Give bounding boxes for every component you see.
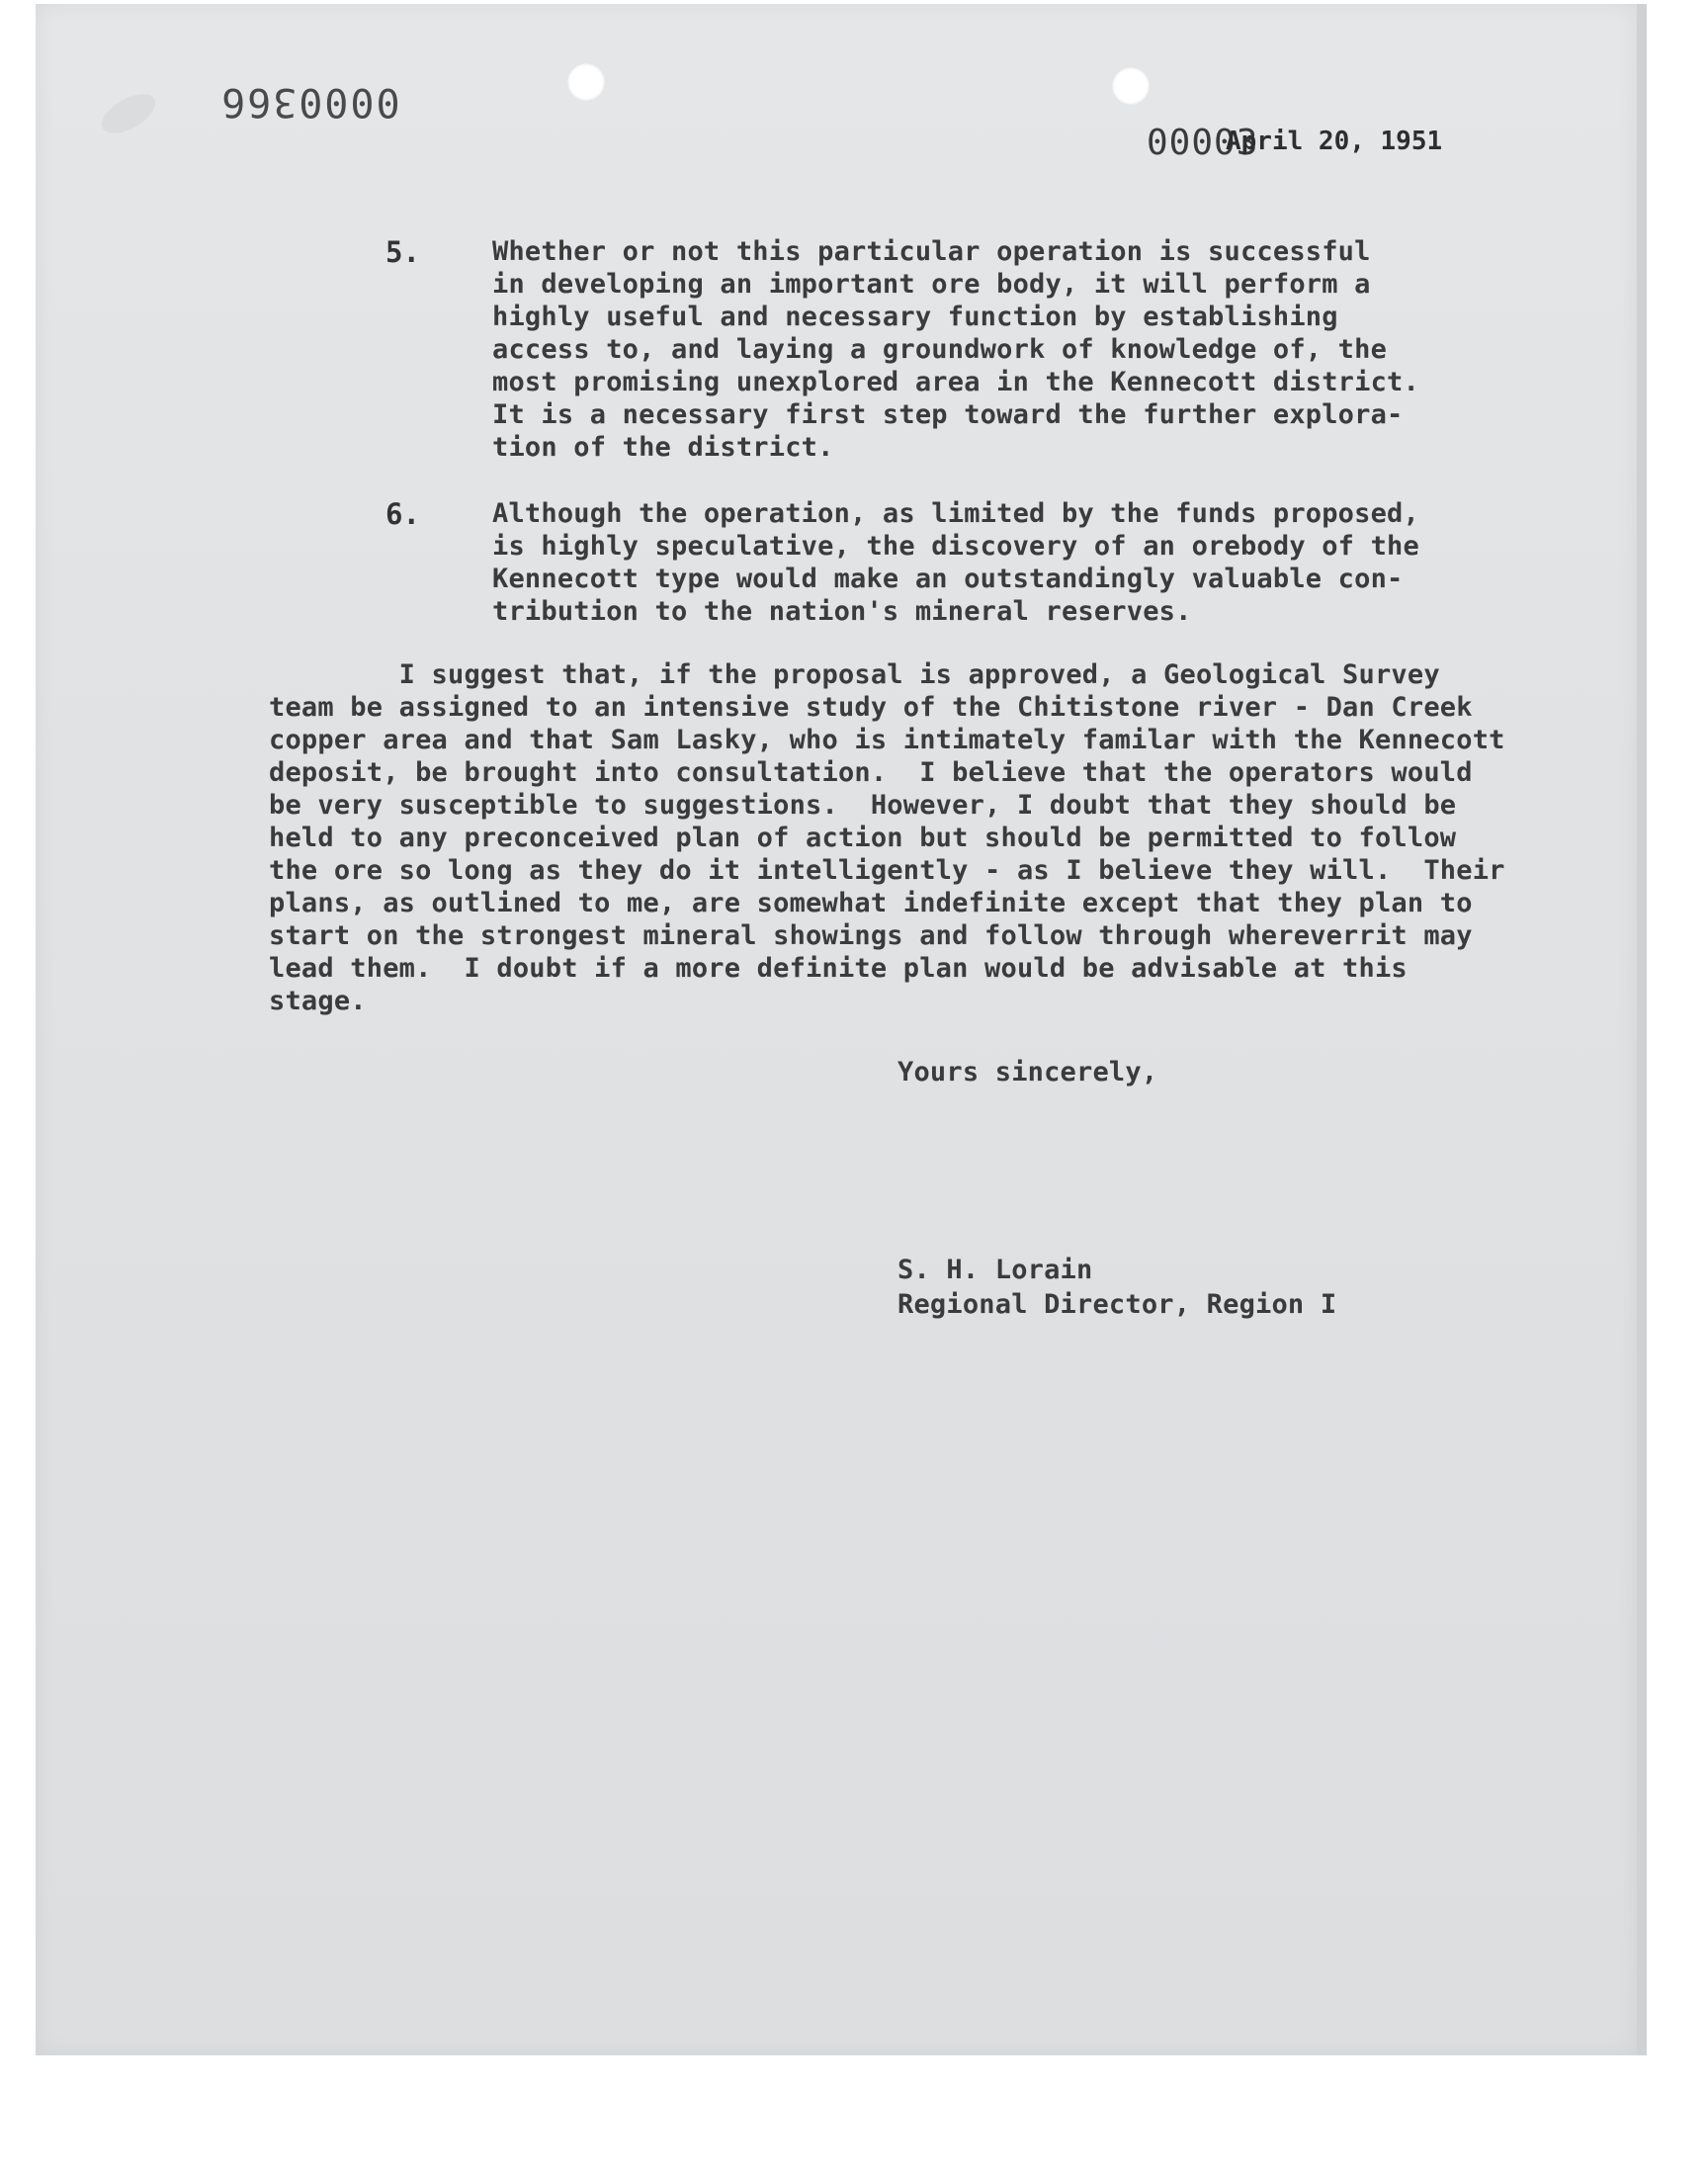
item-line: is highly speculative, the discovery of an orebody of the bbox=[492, 531, 1419, 562]
paragraph-line: I suggest that, if the proposal is approved, a Geological Survey bbox=[269, 659, 1440, 690]
paragraph-line: held to any preconceived plan of action but should be permitted to follow bbox=[269, 823, 1457, 853]
item-text bbox=[492, 235, 1419, 464]
item-line: tion of the district. bbox=[492, 432, 834, 463]
paragraph-line: stage. bbox=[269, 986, 367, 1016]
item-line: Kennecott type would make an outstandingly valuable con- bbox=[492, 564, 1404, 594]
paragraph-line: the ore so long as they do it intelligently - as I believe they will. Their bbox=[269, 855, 1505, 886]
item-text bbox=[492, 497, 1419, 628]
item-number: 5. bbox=[385, 235, 420, 269]
punch-hole-left bbox=[567, 63, 605, 101]
item-line: Whether or not this particular operation is successful bbox=[492, 236, 1371, 267]
punch-hole-right bbox=[1112, 67, 1150, 105]
item-line: in developing an important ore body, it will perform a bbox=[492, 269, 1371, 300]
paragraph-line: be very susceptible to suggestions. However, I doubt that they should be bbox=[269, 790, 1457, 821]
paragraph-line: start on the strongest mineral showings and follow through whereverrit may bbox=[269, 920, 1473, 951]
body-paragraph bbox=[269, 658, 1505, 1017]
paragraph-line: plans, as outlined to me, are somewhat indefinite except that they plan to bbox=[269, 888, 1473, 918]
item-line: access to, and laying a groundwork of knowledge of, the bbox=[492, 334, 1388, 365]
item-line: It is a necessary first step toward the further explora- bbox=[492, 399, 1404, 430]
signatory-title: Regional Director, Region I bbox=[897, 1289, 1337, 1320]
item-line: Although the operation, as limited by the funds proposed, bbox=[492, 498, 1419, 529]
item-line: highly useful and necessary function by establishing bbox=[492, 302, 1338, 332]
paragraph-line: copper area and that Sam Lasky, who is intimately familar with the Kennecott bbox=[269, 725, 1505, 755]
letter-date: April 20, 1951 bbox=[1226, 127, 1443, 156]
paragraph-line: team be assigned to an intensive study of the Chitistone river - Dan Creek bbox=[269, 692, 1473, 723]
page-edge bbox=[1637, 4, 1647, 2055]
document-number-stamp: 0000366 bbox=[219, 79, 400, 125]
closing-salutation: Yours sincerely, bbox=[897, 1057, 1158, 1088]
item-number: 6. bbox=[385, 497, 420, 531]
paragraph-line: deposit, be brought into consultation. I believe that the operators would bbox=[269, 757, 1473, 788]
item-line: tribution to the nation's mineral reserves. bbox=[492, 596, 1192, 627]
document-number-stamp-right: 00003 bbox=[1147, 123, 1259, 163]
signatory-name: S. H. Lorain bbox=[897, 1255, 1093, 1285]
item-line: most promising unexplored area in the Kennecott district. bbox=[492, 367, 1419, 397]
paragraph-line: lead them. I doubt if a more definite plan would be advisable at this bbox=[269, 953, 1408, 984]
